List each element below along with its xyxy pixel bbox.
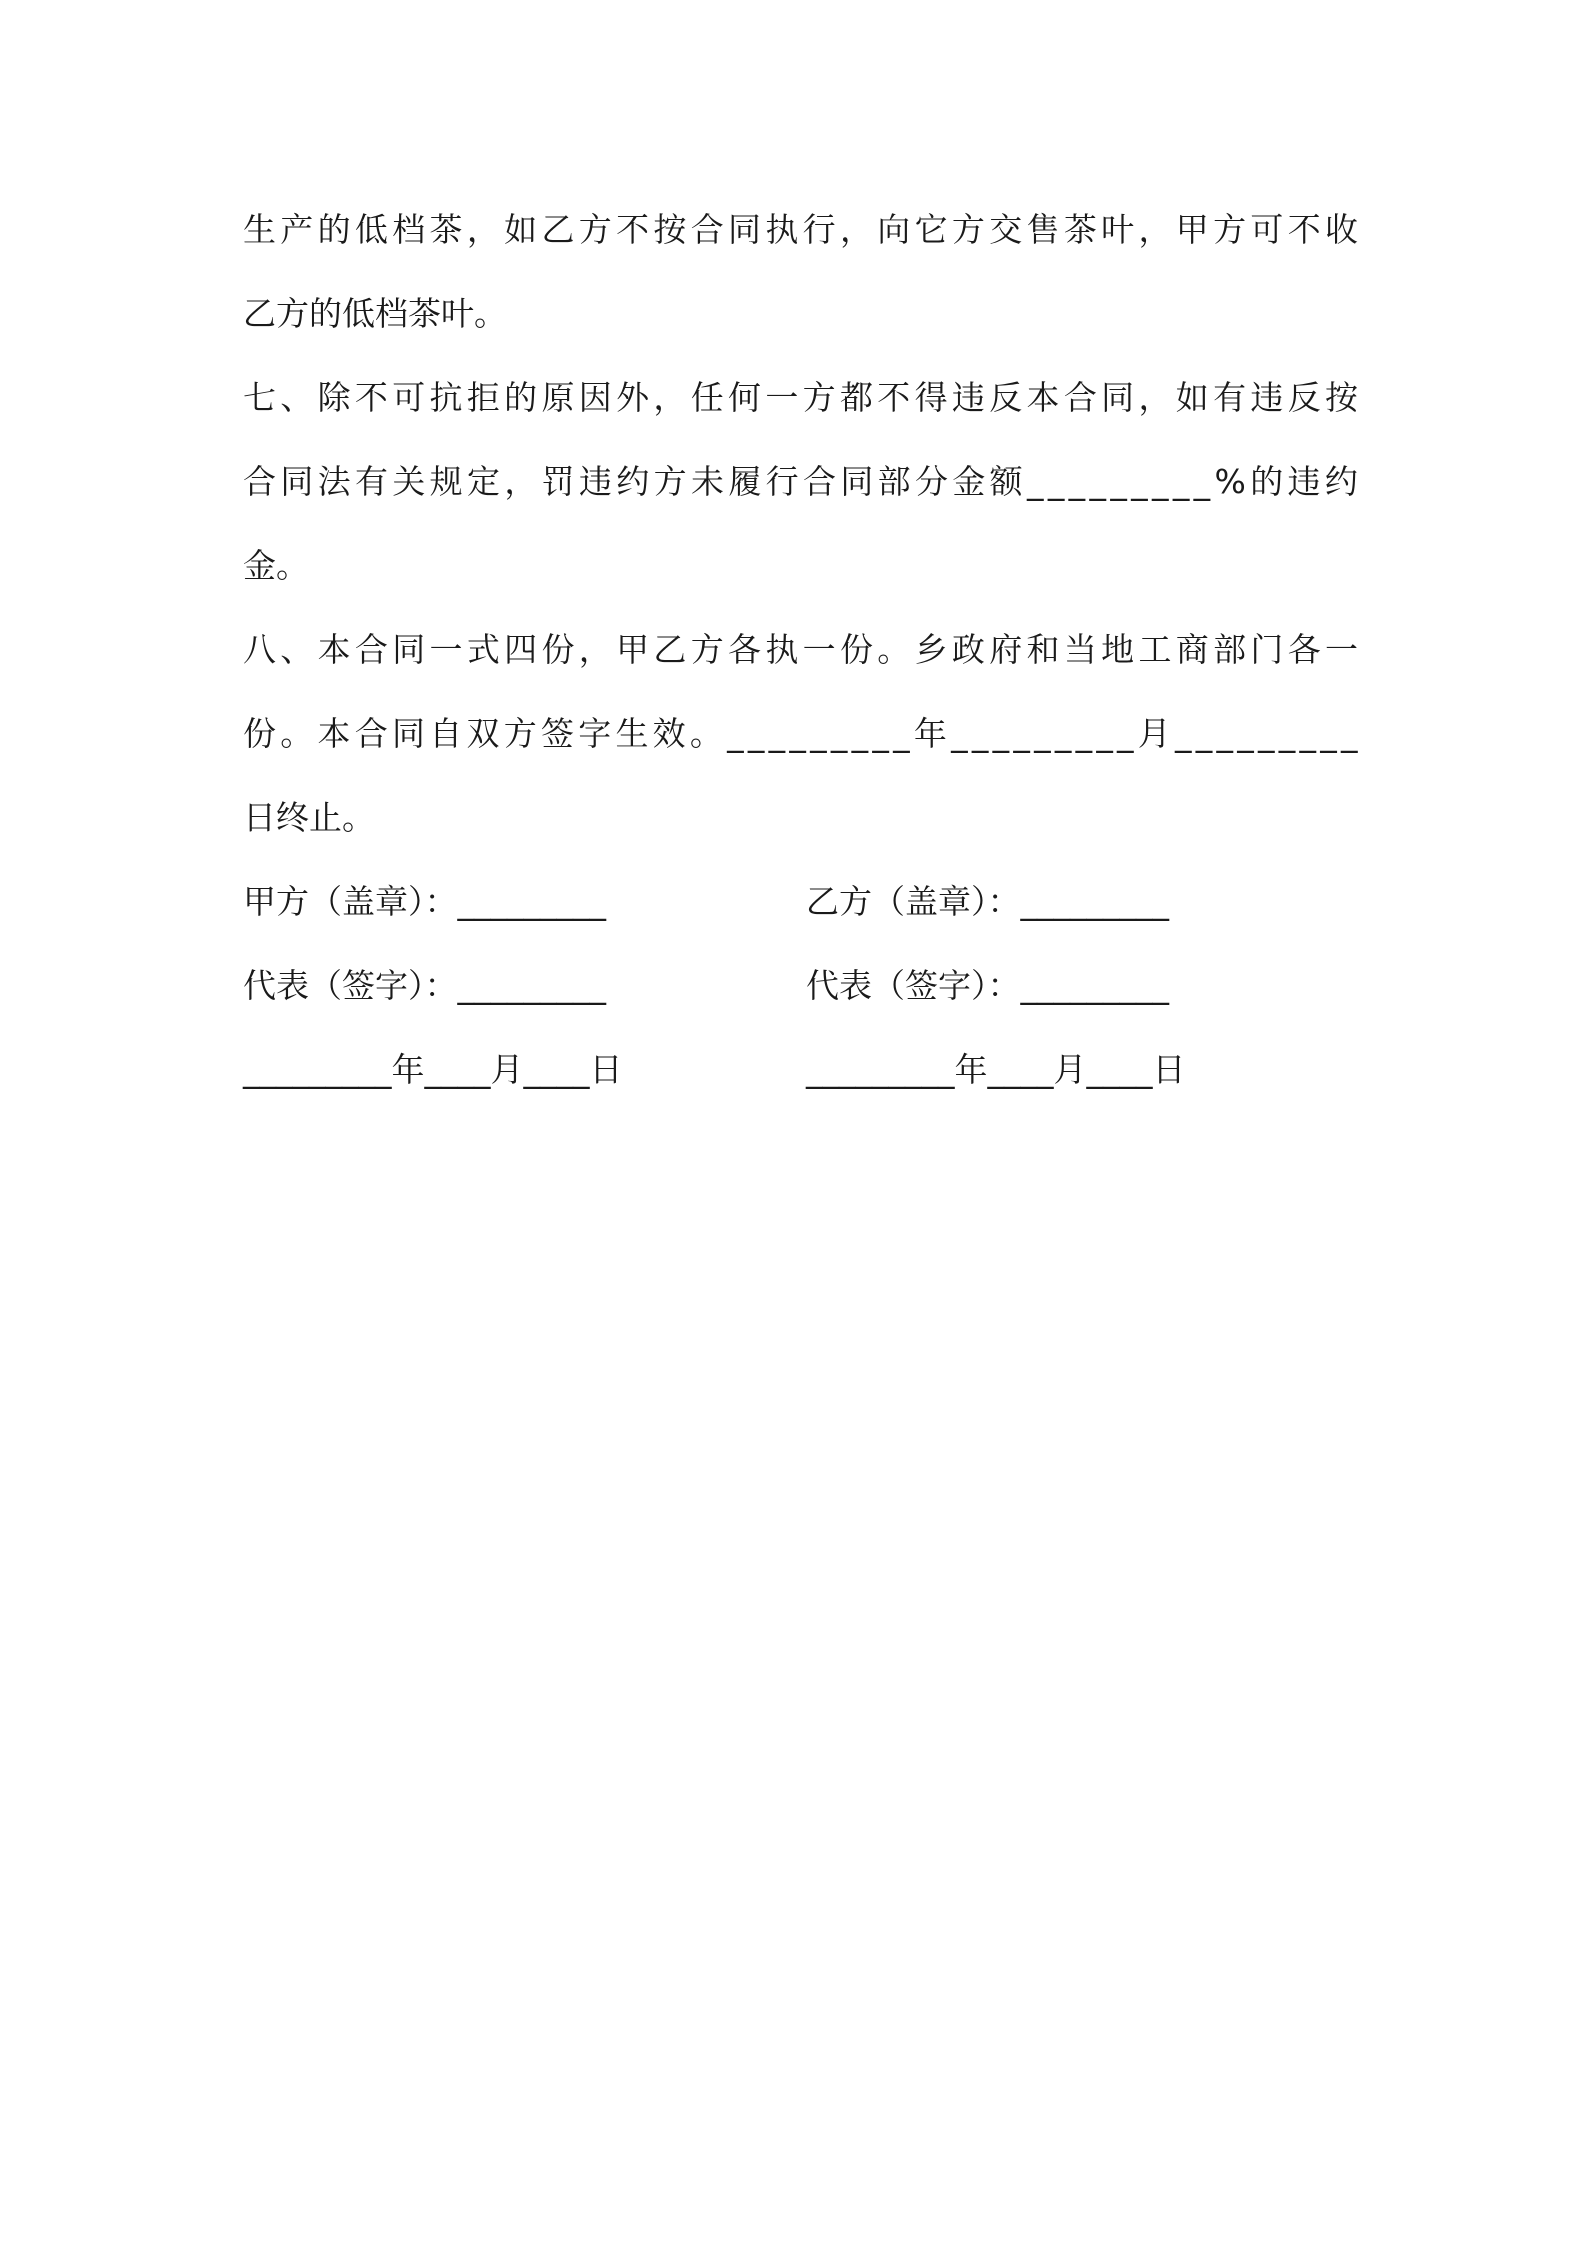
party-a-date: _________年____月____日 (243, 1050, 623, 1089)
clause-8-line-1: 八、本合同一式四份，甲乙方各执一份。乡政府和当地工商部门各一 (243, 630, 1363, 669)
date-row (243, 1040, 1358, 1124)
clause-8-line-2: 份。本合同自双方签字生效。_________年_________月_________ (243, 714, 1362, 753)
clause-6-line-1: 生产的低档茶，如乙方不按合同执行，向它方交售茶叶，甲方可不收 (243, 210, 1363, 249)
party-b-seal: 乙方（盖章）：_________ (806, 882, 1169, 921)
clause-7-line-1: 七、除不可抗拒的原因外，任何一方都不得违反本合同，如有违反按 (243, 378, 1363, 417)
seal-row (243, 872, 1358, 956)
document-body (243, 200, 1363, 1124)
clause-8-line-3: 日终止。 (243, 798, 375, 837)
clause-7-line-3: 金。 (243, 546, 309, 585)
party-b-representative: 代表（签字）：_________ (806, 966, 1169, 1005)
party-a-seal: 甲方（盖章）：_________ (243, 882, 606, 921)
representative-row (243, 956, 1358, 1040)
clause-7-line-2: 合同法有关规定，罚违约方未履行合同部分金额_________%的违约 (243, 462, 1363, 501)
party-a-representative: 代表（签字）：_________ (243, 966, 606, 1005)
clause-6-line-2: 乙方的低档茶叶。 (243, 294, 507, 333)
party-b-date: _________年____月____日 (806, 1050, 1186, 1089)
